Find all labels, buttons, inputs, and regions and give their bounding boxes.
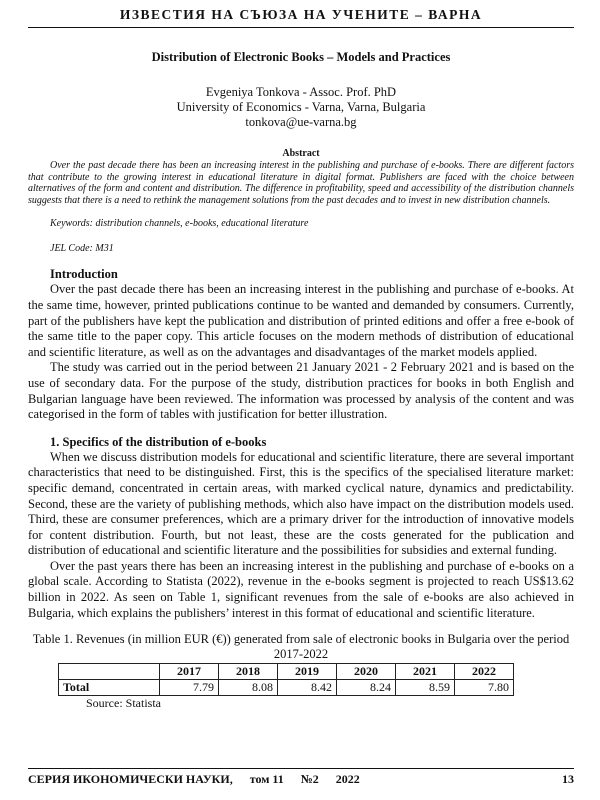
revenue-value: 7.79 — [160, 680, 219, 696]
introduction-paragraph-2: The study was carried out in the period between 21 January 2021 - 2 February 2021 and is based on the use of secondary data. For the purpose of the study, distribution practices for books in both English and Bulgarian language have been reviewed. The information was processed by analysis of the content and was categorised in the form of tables with justification for better illustration. — [28, 360, 574, 422]
journal-title: ИЗВЕСТИЯ НА СЪЮЗА НА УЧЕНИТЕ – ВАРНА — [119, 7, 483, 22]
jel-code: JEL Code: M31 — [50, 243, 114, 255]
table-1-caption: Table 1. Revenues (in million EUR (€)) generated from sale of electronic books in Bulgaria over the period 2017-2022 — [32, 632, 570, 662]
introduction-paragraph-1: Over the past decade there has been an increasing interest in the publishing and purchase of e-books. At the same time, however, printed publications continue to be wanted and demanded by consumers. Currently, part of the publishers have kept the publication and distribution of printed editions and offer a free e-book of the same title to the paper copy. This article focuses on the modern methods of distribution of educational and scientific literature, as well as on the advantages and disadvantages of the market models applied. — [28, 282, 574, 359]
author-email: tonkova@ue-varna.bg — [245, 115, 357, 129]
author-affiliation: University of Economics - Varna, Varna, Bulgaria — [176, 100, 426, 114]
article-title: Distribution of Electronic Books – Models and Practices — [151, 50, 451, 64]
footer-series: СЕРИЯ ИКОНОМИЧЕСКИ НАУКИ, — [28, 772, 233, 786]
year-header: 2018 — [219, 664, 278, 680]
footer-series-info — [28, 772, 374, 787]
author-name: Evgeniya Tonkova - Assoc. Prof. PhD — [205, 85, 397, 99]
page-number: 13 — [562, 772, 574, 786]
author-block — [28, 85, 574, 130]
keywords: Keywords: distribution channels, e-books, educational literature — [50, 218, 309, 230]
footer-issue: №2 — [300, 772, 319, 786]
table-source: Source: Statista — [86, 696, 161, 711]
abstract-heading: Abstract — [282, 148, 320, 159]
abstract-text: Over the past decade there has been an increasing interest in the publishing and purchase of e-books. There are different factors that contribute to the growing interest in educational literature in digital format. Publishers are faced with the choice between alternatives of the form and content and distribution. The difference in profitability, speed and accessibility of the distribution channels suggests that there is a need to rethink the management solutions from the past decades and to invest in new distribution channels. — [28, 160, 574, 206]
revenue-value: 8.59 — [396, 680, 455, 696]
year-header: 2019 — [278, 664, 337, 680]
section-1-heading: 1. Specifics of the distribution of e-books — [50, 434, 267, 449]
year-header: 2021 — [396, 664, 455, 680]
introduction-heading: Introduction — [50, 267, 118, 282]
section-1-paragraph-2: Over the past years there has been an increasing interest in the publishing and purchase of e-books on a global scale. According to Statista (2022), revenue in the e-books segment is projected to reach US$13.62 billion in 2022. As seen on Table 1, significant revenues from the sale of e-books are also achieved in Bulgaria, which explains the publishers’ interest in this format of educational and scientific literature. — [28, 558, 574, 620]
section-1-paragraph-1: When we discuss distribution models for educational and scientific literature, there are several important characteristics that need to be distinguished. First, this is the specifics of the specialised literature market: specific demand, concentrated in certain areas, with marked cyclical nature, dynamics and predictability. Second, these are the variety of publishing methods, which also have impact on the distribution models used. Third, these are consumer preferences, which are a primary driver for the introduction of innovative models for content distribution. Fourth, but not least, these are the costs generated for the publication and distribution of educational and scientific literature and the possibilities for subsidies and external funding. — [28, 449, 574, 558]
revenue-value: 8.08 — [219, 680, 278, 696]
table-corner-cell — [59, 664, 160, 680]
revenue-value: 8.24 — [337, 680, 396, 696]
year-header: 2017 — [160, 664, 219, 680]
page-footer — [28, 768, 574, 787]
row-label: Total — [59, 680, 160, 696]
revenue-value: 8.42 — [278, 680, 337, 696]
table-row — [59, 680, 514, 696]
journal-header — [28, 7, 574, 28]
footer-year: 2022 — [335, 772, 360, 786]
revenue-table — [58, 663, 514, 696]
revenue-value: 7.80 — [455, 680, 514, 696]
article-body — [28, 46, 574, 711]
footer-volume: том 11 — [249, 772, 284, 786]
year-header: 2020 — [337, 664, 396, 680]
table-header-row — [59, 664, 514, 680]
year-header: 2022 — [455, 664, 514, 680]
